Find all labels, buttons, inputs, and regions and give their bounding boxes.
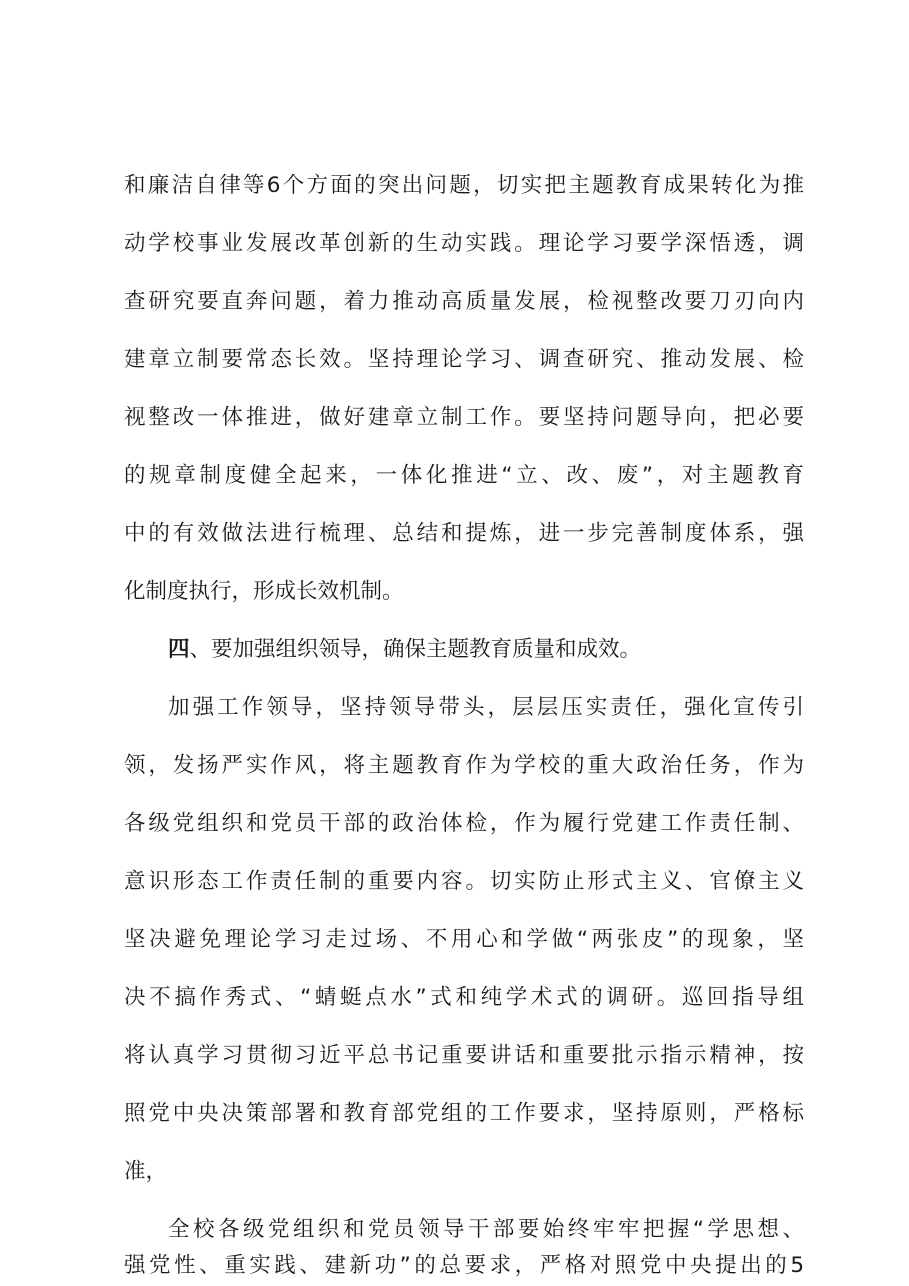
paragraph-2-line-9: 准， [124,1159,168,1184]
paragraph-1-line-7: 中的有效做法进行梳理、总结和提炼，进一步完善制度体系，强 [124,521,804,546]
paragraph-1-line-4: 建章立制要常态长效。坚持理论学习、调查研究、推动发展、检 [124,347,804,372]
paragraph-2-line-5: 坚决避免理论学习走过场、不用心和学做“两张皮”的现象，坚 [124,927,804,952]
paragraph-1-line-5: 视整改一体推进，做好建章立制工作。要坚持问题导向，把必要 [124,405,804,430]
paragraph-1-line-6: 的规章制度健全起来，一体化推进“立、改、废”，对主题教育 [124,463,804,488]
paragraph-3-line-2: 强党性、重实践、建新功”的总要求，严格对照党中央提出的5 [124,1253,804,1278]
section-heading-4 [168,630,804,670]
paragraph-2-line-3: 各级党组织和党员干部的政治体检，作为履行党建工作责任制、 [124,811,804,836]
paragraph-2-line-2: 领，发扬严实作风，将主题教育作为学校的重大政治任务，作为 [124,753,804,778]
paragraph-1-line-2: 动学校事业发展改革创新的生动实践。理论学习要学深悟透，调 [124,231,804,256]
paragraph-3-line-1: 全校各级党组织和党员领导干部要始终牢牢把握“学思想、 [168,1217,804,1242]
section-heading-number: 四 [168,637,190,662]
paragraph-1-line-1: 和廉洁自律等6个方面的突出问题，切实把主题教育成果转化为推 [124,173,804,198]
section-heading-text: 、要加强组织领导，确保主题教育质量和成效。 [189,637,642,662]
paragraph-2-line-4: 意识形态工作责任制的重要内容。切实防止形式主义、官僚主义 [124,869,804,894]
paragraph-2-line-1: 加强工作领导，坚持领导带头，层层压实责任，强化宣传引 [168,695,804,720]
paragraph-1-line-3: 查研究要直奔问题，着力推动高质量发展，检视整改要刀刃向内 [124,289,804,314]
paragraph-2-line-7: 将认真学习贯彻习近平总书记重要讲话和重要批示指示精神，按 [124,1043,804,1068]
paragraph-2-line-6: 决不搞作秀式、“蜻蜓点水”式和纯学术式的调研。巡回指导组 [124,985,804,1010]
paragraph-2-line-8: 照党中央决策部署和教育部党组的工作要求，坚持原则，严格标 [124,1101,804,1126]
paragraph-1-line-8: 化制度执行，形成长效机制。 [124,579,404,604]
